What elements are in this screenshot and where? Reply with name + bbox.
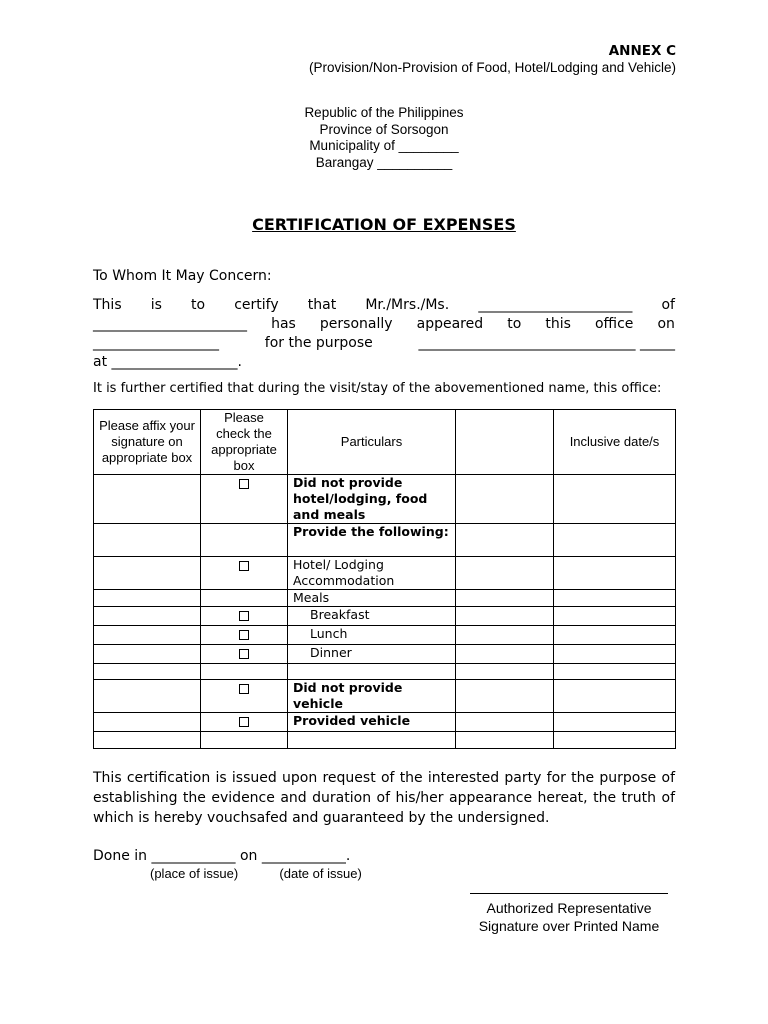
signature-cell[interactable] xyxy=(94,732,201,749)
closing-paragraph: This certification is issued upon request of the interested party for the purpose of establishing the evidence and duration of his/her appearance hereat, the truth of which is hereby vouchsafed and guaranteed by the undersigned. xyxy=(93,770,675,826)
table-row xyxy=(94,732,676,749)
signature-cell[interactable] xyxy=(94,524,201,557)
body-word: has xyxy=(271,316,296,332)
annex-title: ANNEX C xyxy=(608,43,676,59)
table-header-row xyxy=(94,410,676,475)
table-row xyxy=(94,713,676,732)
signature-cell[interactable] xyxy=(94,475,201,524)
check-cell xyxy=(201,713,288,732)
blank-cell xyxy=(456,732,554,749)
body-word: for the purpose xyxy=(264,335,373,351)
check-cell xyxy=(201,475,288,524)
table-row xyxy=(94,645,676,664)
body-word: personally xyxy=(319,316,393,332)
blank-cell xyxy=(456,680,554,713)
body-word: that xyxy=(307,297,337,313)
body-word: this xyxy=(545,316,571,332)
particular-cell: Did not provide vehicle xyxy=(288,680,456,713)
blank-cell xyxy=(456,664,554,680)
signature-caption: Signature over Printed Name xyxy=(478,918,660,934)
check-cell xyxy=(201,557,288,590)
body-line-4 xyxy=(93,354,675,370)
blank-cell xyxy=(456,645,554,664)
done-labels xyxy=(150,866,362,881)
signature-cell[interactable] xyxy=(94,607,201,626)
annex-subtitle: (Provision/Non-Provision of Food, Hotel/Lodging and Vehicle) xyxy=(309,60,676,75)
check-cell xyxy=(201,732,288,749)
document-header xyxy=(0,105,768,171)
name-blank: ______________________ xyxy=(478,297,633,313)
signature-line xyxy=(470,893,668,894)
signature-block xyxy=(452,899,686,935)
signature-title: Authorized Representative xyxy=(486,900,652,916)
body-word: office xyxy=(594,316,634,332)
document-title: CERTIFICATION OF EXPENSES xyxy=(252,215,516,234)
header-dates: Inclusive date/s xyxy=(554,410,676,475)
inclusive-dates-cell[interactable] xyxy=(554,607,676,626)
signature-cell[interactable] xyxy=(94,626,201,645)
signature-cell[interactable] xyxy=(94,713,201,732)
table-row xyxy=(94,607,676,626)
blank-cell xyxy=(456,475,554,524)
table-row xyxy=(94,524,676,557)
particular-cell: Did not provide hotel/lodging, food and meals xyxy=(288,475,456,524)
table-row xyxy=(94,475,676,524)
table-row xyxy=(94,626,676,645)
signature-cell[interactable] xyxy=(94,590,201,607)
inclusive-dates-cell[interactable] xyxy=(554,732,676,749)
signature-cell[interactable] xyxy=(94,645,201,664)
blank-cell xyxy=(456,557,554,590)
particular-cell: Dinner xyxy=(288,645,456,664)
body-word: to xyxy=(507,316,522,332)
header-blank xyxy=(456,410,554,475)
body-word: certify xyxy=(234,297,279,313)
table-row xyxy=(94,664,676,680)
particular-cell: Hotel/ Lodging Accommodation xyxy=(288,557,456,590)
particular-cell: Provided vehicle xyxy=(288,713,456,732)
inclusive-dates-cell[interactable] xyxy=(554,626,676,645)
date-of-issue-label: (date of issue) xyxy=(279,866,362,881)
checkbox[interactable] xyxy=(239,717,249,727)
address-blank: ______________________ xyxy=(93,316,247,332)
signature-cell[interactable] xyxy=(94,557,201,590)
body-word: on xyxy=(657,316,675,332)
inclusive-dates-cell[interactable] xyxy=(554,680,676,713)
particulars-table xyxy=(93,409,676,749)
body-word: appeared xyxy=(416,316,484,332)
checkbox[interactable] xyxy=(239,630,249,640)
header-municipality: Municipality of ________ xyxy=(309,138,459,153)
date-blank: __________________ xyxy=(93,335,219,351)
body-word: of xyxy=(661,297,675,313)
particular-cell xyxy=(288,664,456,680)
inclusive-dates-cell[interactable] xyxy=(554,645,676,664)
table-row xyxy=(94,680,676,713)
check-cell xyxy=(201,645,288,664)
header-republic: Republic of the Philippines xyxy=(304,105,464,120)
inclusive-dates-cell[interactable] xyxy=(554,664,676,680)
blank-cell xyxy=(456,524,554,557)
location-blank: at __________________. xyxy=(93,354,242,370)
signature-cell[interactable] xyxy=(94,680,201,713)
signature-cell[interactable] xyxy=(94,664,201,680)
check-cell xyxy=(201,607,288,626)
place-of-issue-label: (place of issue) xyxy=(150,866,239,881)
header-check: Please check the appropriate box xyxy=(201,410,288,475)
check-cell xyxy=(201,664,288,680)
checkbox[interactable] xyxy=(239,561,249,571)
particular-cell: Provide the following: xyxy=(288,524,456,557)
body-line-2 xyxy=(93,316,675,332)
header-particulars: Particulars xyxy=(288,410,456,475)
table-row xyxy=(94,557,676,590)
check-cell xyxy=(201,680,288,713)
particular-cell: Breakfast xyxy=(288,607,456,626)
particular-cell: Lunch xyxy=(288,626,456,645)
particular-cell xyxy=(288,732,456,749)
particular-cell: Meals xyxy=(288,590,456,607)
done-in-line: Done in ____________ on ____________. xyxy=(93,848,351,864)
inclusive-dates-cell[interactable] xyxy=(554,475,676,524)
further-certified-text: It is further certified that during the visit/stay of the abovementioned name, this office: xyxy=(93,381,662,396)
table-row xyxy=(94,590,676,607)
blank-cell xyxy=(456,626,554,645)
purpose-blank: _______________________________ _____ xyxy=(418,335,675,351)
check-cell xyxy=(201,626,288,645)
body-word: to xyxy=(191,297,206,313)
blank-cell xyxy=(456,713,554,732)
blank-cell xyxy=(456,607,554,626)
checkbox[interactable] xyxy=(239,649,249,659)
inclusive-dates-cell[interactable] xyxy=(554,590,676,607)
body-line-1 xyxy=(93,297,675,313)
body-line-3 xyxy=(93,335,675,351)
inclusive-dates-cell[interactable] xyxy=(554,524,676,557)
header-signature: Please affix your signature on appropriate box xyxy=(94,410,201,475)
checkbox[interactable] xyxy=(239,611,249,621)
check-cell xyxy=(201,524,288,557)
header-province: Province of Sorsogon xyxy=(319,121,449,137)
blank-cell xyxy=(456,590,554,607)
header-barangay: Barangay __________ xyxy=(315,154,453,170)
body-word: This xyxy=(93,297,122,313)
checkbox[interactable] xyxy=(239,479,249,489)
check-cell xyxy=(201,590,288,607)
body-word: is xyxy=(150,297,162,313)
inclusive-dates-cell[interactable] xyxy=(554,713,676,732)
inclusive-dates-cell[interactable] xyxy=(554,557,676,590)
checkbox[interactable] xyxy=(239,684,249,694)
salutation: To Whom It May Concern: xyxy=(93,268,272,284)
body-word: Mr./Mrs./Ms. xyxy=(365,297,450,313)
